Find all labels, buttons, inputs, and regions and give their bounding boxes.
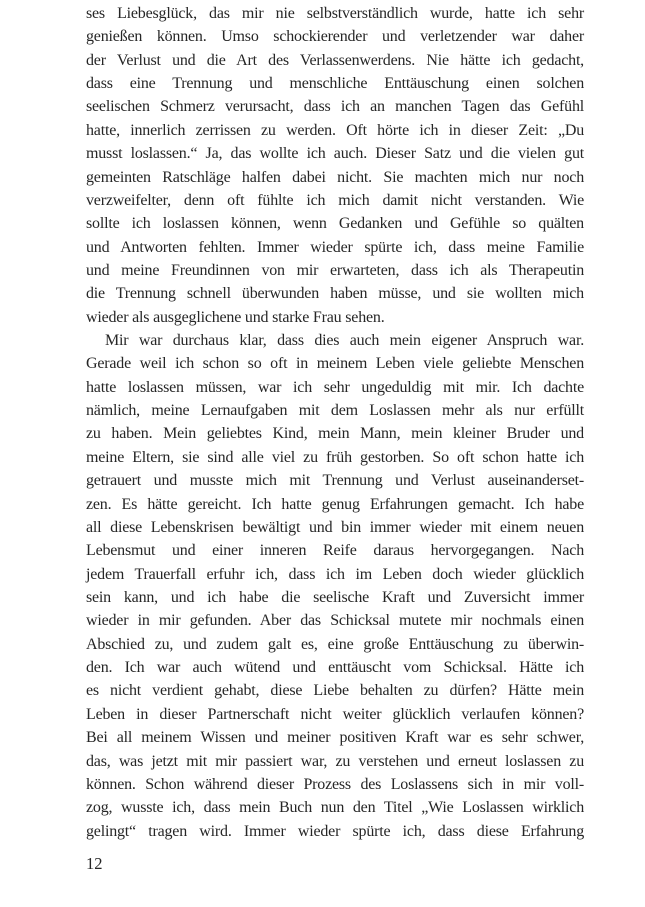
text-line: seelischen Schmerz verursacht, dass ich an manchen Tagen das Gefühl (86, 98, 584, 116)
text-line: Leben in dieser Partnerschaft nicht weiter glücklich verlaufen können? (86, 705, 584, 723)
text-line: und meine Freundinnen von mir erwarteten, dass ich als Therapeutin (86, 261, 584, 279)
text-line: können. Schon während dieser Prozess des Loslassens sich in mir voll- (86, 775, 584, 793)
text-line: dass eine Trennung und menschliche Enttäuschung einen solchen (86, 75, 584, 93)
text-line: und Antworten fehlten. Immer wieder spürte ich, dass meine Familie (86, 238, 584, 256)
text-block (86, 2, 584, 843)
text-line: getrauert und musste mich mit Trennung und Verlust auseinanderset- (86, 472, 584, 490)
text-line: jedem Trauerfall erfuhr ich, dass ich im Leben doch wieder glücklich (86, 565, 584, 583)
text-line: hatte, innerlich zerrissen zu werden. Oft hörte ich in dieser Zeit: „Du (86, 121, 584, 139)
text-line: es nicht verdient gehabt, diese Liebe behalten zu dürfen? Hätte mein (86, 682, 584, 700)
text-line: genießen können. Umso schockierender und verletzender war daher (86, 28, 584, 46)
text-line: das, was jetzt mit mir passiert war, zu verstehen und erneut loslassen zu (86, 752, 584, 770)
text-line: gelingt“ tragen wird. Immer wieder spürte ich, dass diese Erfahrung (86, 822, 584, 840)
text-line: Lebensmut und einer inneren Reife daraus hervorgegangen. Nach (86, 542, 584, 560)
text-line: ses Liebesglück, das mir nie selbstverständlich wurde, hatte ich sehr (86, 5, 584, 22)
text-line: meine Eltern, sie sind alle viel zu früh gestorben. So oft schon hatte ich (86, 448, 584, 466)
text-line: sollte ich loslassen können, wenn Gedanken und Gefühle so quälten (86, 215, 584, 233)
text-line: all diese Lebenskrisen bewältigt und bin immer wieder mit einem neuen (86, 518, 584, 536)
text-line: sein kann, und ich habe die seelische Kraft und Zuversicht immer (86, 588, 584, 606)
text-line: verzweifelter, denn oft fühlte ich mich damit nicht verstanden. Wie (86, 191, 584, 209)
text-line: Abschied zu, und zudem galt es, eine große Enttäuschung zu überwin- (86, 635, 584, 653)
text-line: nämlich, meine Lernaufgaben mit dem Loslassen mehr als nur erfüllt (86, 402, 584, 420)
text-line: musst loslassen.“ Ja, das wollte ich auch. Dieser Satz und die vielen gut (86, 145, 584, 163)
text-line: zu haben. Mein geliebtes Kind, mein Mann, mein kleiner Bruder und (86, 425, 584, 443)
text-line: wieder in mir gefunden. Aber das Schicksal mutete mir nochmals einen (86, 612, 584, 630)
text-line: hatte loslassen müssen, war ich sehr ungeduldig mit mir. Ich dachte (86, 378, 584, 396)
text-line-paragraph-start: Mir war durchaus klar, dass dies auch mein eigener Anspruch war. (105, 332, 584, 350)
text-line: gemeinten Ratschläge halfen dabei nicht. Sie machten mich nur noch (86, 168, 584, 186)
text-line: Bei all meinem Wissen und meiner positiven Kraft war es sehr schwer, (86, 729, 584, 747)
text-line: der Verlust und die Art des Verlassenwerdens. Nie hätte ich gedacht, (86, 51, 584, 69)
text-line: Gerade weil ich schon so oft in meinem Leben viele geliebte Menschen (86, 355, 584, 373)
text-line: zen. Es hätte gereicht. Ich hatte genug Erfahrungen gemacht. Ich habe (86, 495, 584, 513)
text-line-paragraph-end: wieder als ausgeglichene und starke Frau sehen. (86, 308, 385, 326)
text-line: den. Ich war auch wütend und enttäuscht vom Schicksal. Hätte ich (86, 659, 584, 677)
text-line: die Trennung schnell überwunden haben müsse, und sie wollten mich (86, 285, 584, 303)
text-line: zog, wusste ich, dass mein Buch nun den Titel „Wie Loslassen wirklich (86, 799, 584, 817)
page-number: 12 (86, 854, 103, 873)
